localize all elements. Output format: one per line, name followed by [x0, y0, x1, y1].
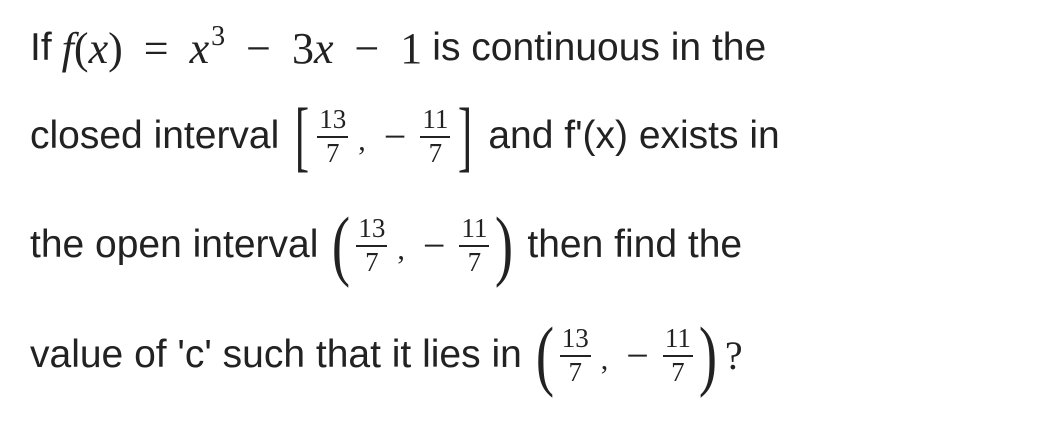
right-paren: ): [495, 201, 514, 288]
fraction-numerator: 13: [358, 212, 386, 243]
function-expression: [61, 20, 423, 74]
fraction-13-7: [560, 322, 591, 387]
fraction-11-7: [663, 322, 693, 387]
fraction-denominator: 7: [671, 356, 685, 387]
question-line-2: [30, 92, 780, 179]
line3-suffix: then find the: [527, 223, 743, 266]
line3-prefix: the open interval: [30, 223, 319, 266]
fraction-numerator: 13: [561, 322, 589, 353]
minus-sign: −: [383, 113, 407, 159]
left-bracket: [: [295, 92, 310, 179]
line4-prefix: value of 'c' such that it lies in: [30, 333, 522, 376]
exponent: 3: [211, 20, 226, 52]
equals-sign: =: [143, 23, 169, 73]
constant: 1: [400, 23, 423, 73]
close-paren: ): [108, 23, 123, 73]
function-name: f: [61, 23, 74, 73]
line2-prefix: closed interval: [30, 114, 280, 157]
fraction-numerator: 11: [461, 212, 488, 243]
fraction-denominator: 7: [428, 137, 443, 168]
variable-x: x: [88, 23, 109, 73]
minus-sign-2: −: [354, 23, 380, 73]
question-line-4: [30, 311, 743, 398]
comma: ,: [358, 124, 366, 157]
line1-prefix: If: [30, 26, 52, 69]
question-mark: ?: [724, 332, 743, 378]
linear-variable: x: [313, 23, 334, 73]
question-line-1: [30, 8, 766, 88]
cubed-base: x: [189, 23, 210, 73]
fraction-denominator: 7: [568, 356, 583, 387]
left-paren: (: [535, 311, 554, 398]
minus-sign: −: [626, 332, 649, 378]
open-paren: (: [73, 23, 89, 73]
fraction-11-7: [459, 212, 489, 277]
minus-sign: −: [246, 23, 271, 73]
fraction-numerator: 11: [664, 322, 691, 353]
right-bracket: ]: [458, 92, 473, 179]
question-line-3: [30, 201, 743, 288]
fraction-denominator: 7: [467, 246, 482, 277]
fraction-13-7: [317, 103, 348, 168]
coefficient: 3: [291, 23, 314, 73]
fraction-numerator: 13: [319, 103, 347, 134]
right-paren: ): [698, 311, 717, 398]
fraction-denominator: 7: [365, 246, 379, 277]
fraction-11-7: [420, 103, 450, 168]
left-paren: (: [332, 201, 351, 288]
fraction-13-7: [356, 212, 387, 277]
line1-suffix: is continuous in the: [432, 26, 767, 69]
fraction-numerator: 11: [422, 103, 449, 134]
line2-suffix: and f'(x) exists in: [488, 114, 780, 157]
fraction-denominator: 7: [326, 137, 340, 168]
minus-sign: −: [422, 222, 446, 268]
comma: ,: [397, 233, 405, 266]
comma: ,: [600, 343, 609, 376]
